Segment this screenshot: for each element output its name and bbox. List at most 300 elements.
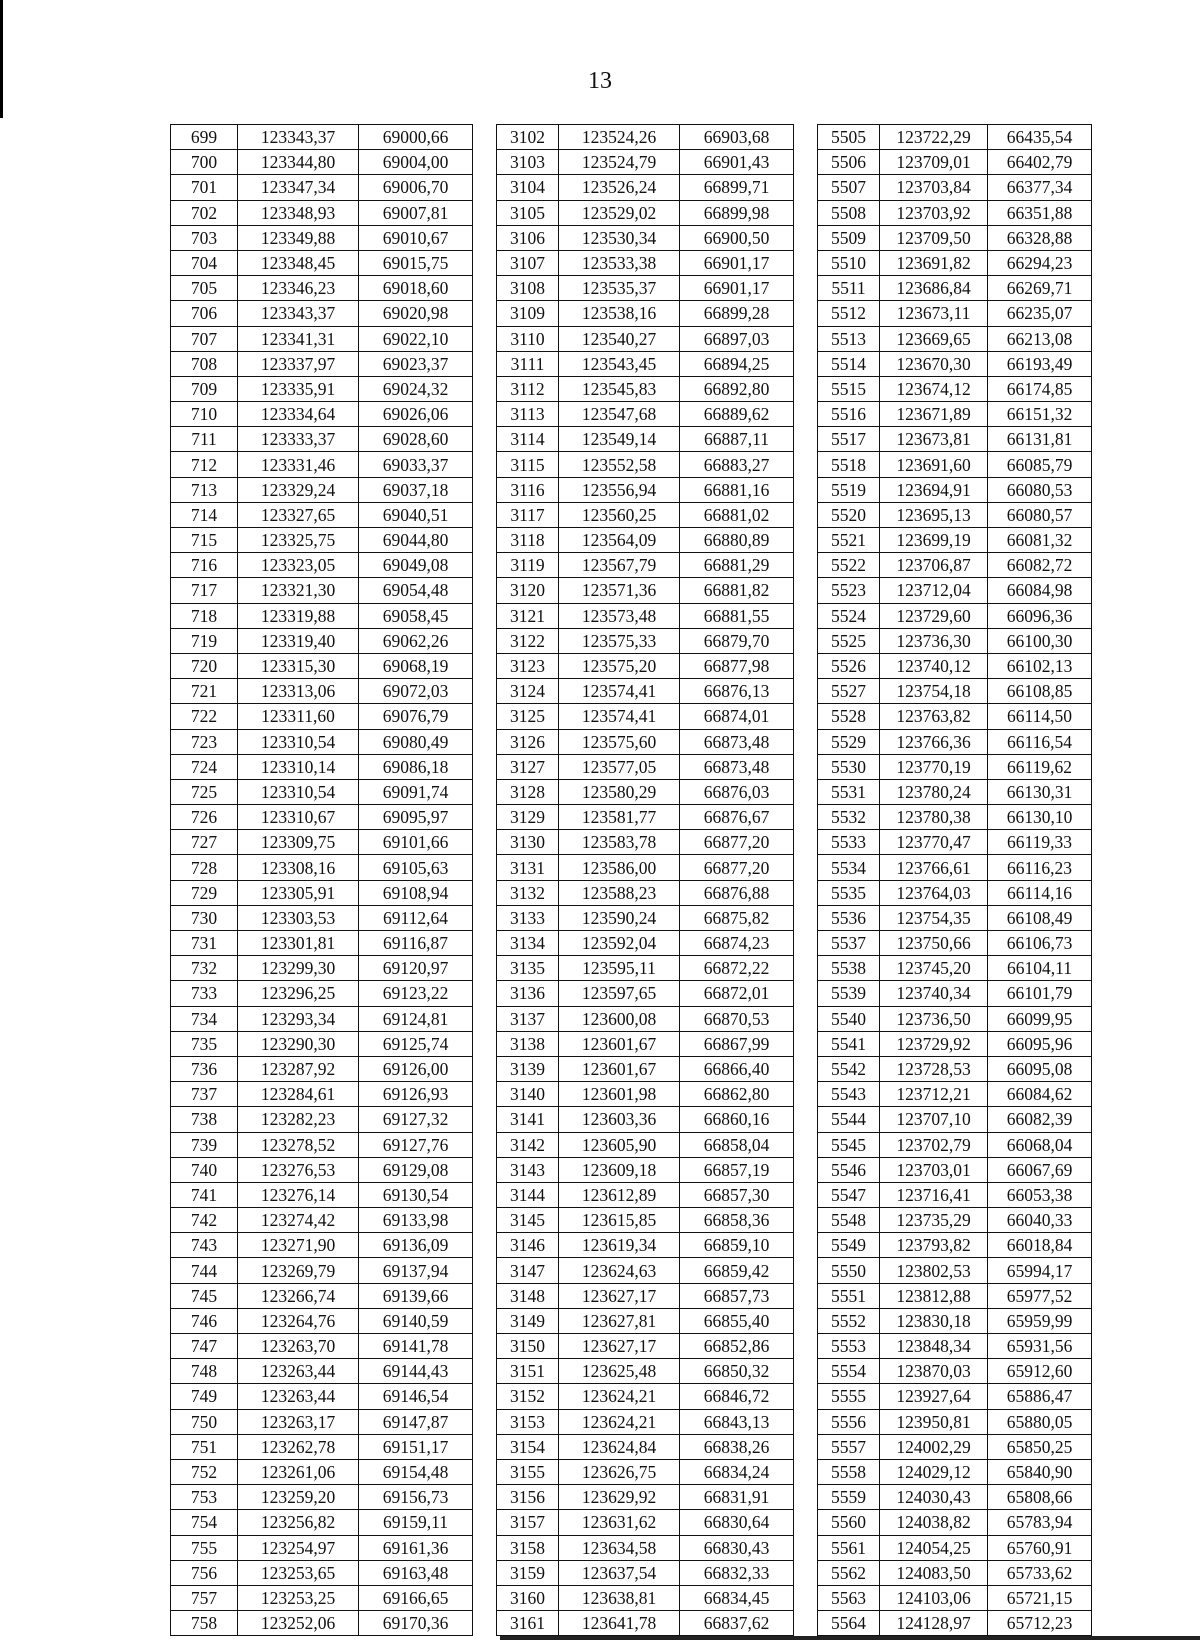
cell-group2-y-coordinate: 66876,88 — [680, 880, 794, 905]
cell-group2-point-number: 3142 — [497, 1132, 559, 1157]
cell-group1-y-coordinate: 69095,97 — [359, 805, 473, 830]
cell-group2-y-coordinate: 66846,72 — [680, 1384, 794, 1409]
cell-group2-point-number: 3130 — [497, 830, 559, 855]
cell-group1-x-coordinate: 123315,30 — [238, 653, 359, 678]
cell-group2-x-coordinate: 123580,29 — [559, 779, 680, 804]
cell-group3-y-coordinate: 66402,79 — [988, 150, 1092, 175]
cell-group1-point-number: 735 — [171, 1031, 238, 1056]
cell-group2-y-coordinate: 66859,42 — [680, 1258, 794, 1283]
cell-group2-x-coordinate: 123575,20 — [559, 653, 680, 678]
cell-group2-point-number: 3116 — [497, 477, 559, 502]
cell-group3-x-coordinate: 123729,60 — [880, 603, 988, 628]
cell-group2-point-number: 3157 — [497, 1510, 559, 1535]
cell-group3-point-number: 5543 — [818, 1082, 880, 1107]
column-group-gap — [473, 1510, 497, 1535]
cell-group3-point-number: 5552 — [818, 1308, 880, 1333]
cell-group1-y-coordinate: 69091,74 — [359, 779, 473, 804]
cell-group2-y-coordinate: 66831,91 — [680, 1485, 794, 1510]
cell-group3-x-coordinate: 123703,01 — [880, 1157, 988, 1182]
cell-group2-point-number: 3137 — [497, 1006, 559, 1031]
cell-group2-x-coordinate: 123538,16 — [559, 301, 680, 326]
column-group-gap — [794, 1157, 818, 1182]
cell-group1-y-coordinate: 69161,36 — [359, 1535, 473, 1560]
cell-group2-y-coordinate: 66830,43 — [680, 1535, 794, 1560]
cell-group1-point-number: 721 — [171, 679, 238, 704]
cell-group2-x-coordinate: 123629,92 — [559, 1485, 680, 1510]
cell-group2-x-coordinate: 123641,78 — [559, 1611, 680, 1636]
cell-group2-y-coordinate: 66903,68 — [680, 125, 794, 150]
column-group-gap — [473, 830, 497, 855]
cell-group2-x-coordinate: 123601,98 — [559, 1082, 680, 1107]
cell-group1-point-number: 729 — [171, 880, 238, 905]
table-row — [171, 1535, 1092, 1560]
cell-group3-x-coordinate: 124128,97 — [880, 1611, 988, 1636]
cell-group3-y-coordinate: 66114,16 — [988, 880, 1092, 905]
cell-group3-point-number: 5509 — [818, 225, 880, 250]
cell-group2-y-coordinate: 66858,36 — [680, 1208, 794, 1233]
cell-group1-x-coordinate: 123319,40 — [238, 628, 359, 653]
column-group-gap — [794, 1308, 818, 1333]
column-group-gap — [794, 225, 818, 250]
column-group-gap — [794, 628, 818, 653]
cell-group2-y-coordinate: 66881,02 — [680, 502, 794, 527]
table-row — [171, 1434, 1092, 1459]
cell-group2-x-coordinate: 123552,58 — [559, 452, 680, 477]
cell-group2-y-coordinate: 66870,53 — [680, 1006, 794, 1031]
column-group-gap — [794, 830, 818, 855]
cell-group3-y-coordinate: 66114,50 — [988, 704, 1092, 729]
cell-group3-point-number: 5507 — [818, 175, 880, 200]
column-group-gap — [794, 1258, 818, 1283]
column-group-gap — [473, 956, 497, 981]
cell-group1-point-number: 754 — [171, 1510, 238, 1535]
cell-group3-point-number: 5537 — [818, 931, 880, 956]
cell-group1-x-coordinate: 123347,34 — [238, 175, 359, 200]
cell-group3-y-coordinate: 66068,04 — [988, 1132, 1092, 1157]
cell-group1-point-number: 706 — [171, 301, 238, 326]
cell-group1-y-coordinate: 69156,73 — [359, 1485, 473, 1510]
table-row — [171, 502, 1092, 527]
cell-group1-x-coordinate: 123263,44 — [238, 1384, 359, 1409]
cell-group2-point-number: 3143 — [497, 1157, 559, 1182]
column-group-gap — [794, 125, 818, 150]
column-group-gap — [473, 729, 497, 754]
cell-group1-y-coordinate: 69130,54 — [359, 1182, 473, 1207]
cell-group1-point-number: 701 — [171, 175, 238, 200]
cell-group2-point-number: 3155 — [497, 1459, 559, 1484]
cell-group2-x-coordinate: 123601,67 — [559, 1031, 680, 1056]
cell-group3-y-coordinate: 65721,15 — [988, 1585, 1092, 1610]
column-group-gap — [473, 805, 497, 830]
cell-group1-x-coordinate: 123263,17 — [238, 1409, 359, 1434]
cell-group2-point-number: 3133 — [497, 905, 559, 930]
cell-group1-point-number: 745 — [171, 1283, 238, 1308]
cell-group2-y-coordinate: 66901,17 — [680, 250, 794, 275]
column-group-gap — [794, 956, 818, 981]
cell-group2-point-number: 3132 — [497, 880, 559, 905]
table-row — [171, 477, 1092, 502]
table-row — [171, 452, 1092, 477]
column-group-gap — [794, 855, 818, 880]
cell-group3-x-coordinate: 123673,11 — [880, 301, 988, 326]
cell-group2-point-number: 3149 — [497, 1308, 559, 1333]
cell-group2-x-coordinate: 123627,17 — [559, 1283, 680, 1308]
cell-group3-x-coordinate: 123735,29 — [880, 1208, 988, 1233]
cell-group3-y-coordinate: 66174,85 — [988, 376, 1092, 401]
table-row — [171, 1359, 1092, 1384]
cell-group2-x-coordinate: 123612,89 — [559, 1182, 680, 1207]
cell-group3-point-number: 5538 — [818, 956, 880, 981]
cell-group2-y-coordinate: 66859,10 — [680, 1233, 794, 1258]
cell-group1-point-number: 708 — [171, 351, 238, 376]
column-group-gap — [794, 1409, 818, 1434]
column-group-gap — [794, 150, 818, 175]
column-group-gap — [473, 1485, 497, 1510]
cell-group2-y-coordinate: 66901,43 — [680, 150, 794, 175]
cell-group3-x-coordinate: 123706,87 — [880, 553, 988, 578]
column-group-gap — [794, 1535, 818, 1560]
cell-group3-y-coordinate: 66116,54 — [988, 729, 1092, 754]
cell-group3-point-number: 5551 — [818, 1283, 880, 1308]
cell-group1-point-number: 752 — [171, 1459, 238, 1484]
cell-group1-point-number: 726 — [171, 805, 238, 830]
cell-group2-y-coordinate: 66850,32 — [680, 1359, 794, 1384]
column-group-gap — [794, 1082, 818, 1107]
cell-group3-point-number: 5535 — [818, 880, 880, 905]
column-group-gap — [794, 553, 818, 578]
column-group-gap — [794, 1434, 818, 1459]
cell-group2-point-number: 3108 — [497, 276, 559, 301]
cell-group1-point-number: 734 — [171, 1006, 238, 1031]
column-group-gap — [473, 981, 497, 1006]
column-group-gap — [473, 427, 497, 452]
cell-group2-point-number: 3114 — [497, 427, 559, 452]
cell-group2-y-coordinate: 66834,24 — [680, 1459, 794, 1484]
table-row — [171, 250, 1092, 275]
column-group-gap — [794, 1384, 818, 1409]
cell-group2-point-number: 3129 — [497, 805, 559, 830]
cell-group3-point-number: 5550 — [818, 1258, 880, 1283]
cell-group3-point-number: 5515 — [818, 376, 880, 401]
cell-group1-y-coordinate: 69120,97 — [359, 956, 473, 981]
cell-group2-point-number: 3141 — [497, 1107, 559, 1132]
cell-group2-point-number: 3134 — [497, 931, 559, 956]
cell-group1-x-coordinate: 123310,14 — [238, 754, 359, 779]
cell-group2-x-coordinate: 123574,41 — [559, 704, 680, 729]
cell-group2-y-coordinate: 66880,89 — [680, 528, 794, 553]
column-group-gap — [794, 1560, 818, 1585]
cell-group1-x-coordinate: 123274,42 — [238, 1208, 359, 1233]
cell-group3-point-number: 5559 — [818, 1485, 880, 1510]
cell-group3-point-number: 5562 — [818, 1560, 880, 1585]
cell-group3-x-coordinate: 123780,38 — [880, 805, 988, 830]
cell-group3-x-coordinate: 123694,91 — [880, 477, 988, 502]
scan-edge-mark — [0, 0, 3, 118]
table-row — [171, 1082, 1092, 1107]
cell-group3-point-number: 5522 — [818, 553, 880, 578]
cell-group1-x-coordinate: 123310,54 — [238, 779, 359, 804]
cell-group1-point-number: 725 — [171, 779, 238, 804]
cell-group3-y-coordinate: 66102,13 — [988, 653, 1092, 678]
cell-group1-y-coordinate: 69141,78 — [359, 1334, 473, 1359]
cell-group1-point-number: 713 — [171, 477, 238, 502]
cell-group2-point-number: 3136 — [497, 981, 559, 1006]
cell-group2-x-coordinate: 123567,79 — [559, 553, 680, 578]
cell-group1-point-number: 722 — [171, 704, 238, 729]
cell-group3-x-coordinate: 123770,19 — [880, 754, 988, 779]
cell-group3-point-number: 5544 — [818, 1107, 880, 1132]
column-group-gap — [794, 603, 818, 628]
cell-group2-point-number: 3127 — [497, 754, 559, 779]
cell-group2-x-coordinate: 123588,23 — [559, 880, 680, 905]
cell-group3-point-number: 5547 — [818, 1182, 880, 1207]
cell-group3-y-coordinate: 66053,38 — [988, 1182, 1092, 1207]
table-row — [171, 1031, 1092, 1056]
cell-group3-y-coordinate: 66213,08 — [988, 326, 1092, 351]
cell-group1-x-coordinate: 123308,16 — [238, 855, 359, 880]
cell-group1-point-number: 733 — [171, 981, 238, 1006]
column-group-gap — [794, 754, 818, 779]
column-group-gap — [794, 981, 818, 1006]
cell-group1-x-coordinate: 123290,30 — [238, 1031, 359, 1056]
cell-group2-x-coordinate: 123624,21 — [559, 1409, 680, 1434]
table-body — [171, 125, 1092, 1636]
table-row — [171, 301, 1092, 326]
cell-group3-x-coordinate: 123763,82 — [880, 704, 988, 729]
cell-group2-point-number: 3118 — [497, 528, 559, 553]
table-row — [171, 653, 1092, 678]
column-group-gap — [794, 1283, 818, 1308]
cell-group2-point-number: 3138 — [497, 1031, 559, 1056]
cell-group2-x-coordinate: 123524,79 — [559, 150, 680, 175]
cell-group1-y-coordinate: 69000,66 — [359, 125, 473, 150]
cell-group1-y-coordinate: 69146,54 — [359, 1384, 473, 1409]
cell-group2-y-coordinate: 66876,03 — [680, 779, 794, 804]
cell-group3-point-number: 5530 — [818, 754, 880, 779]
table-row — [171, 628, 1092, 653]
cell-group3-x-coordinate: 124054,25 — [880, 1535, 988, 1560]
cell-group2-point-number: 3159 — [497, 1560, 559, 1585]
cell-group1-point-number: 740 — [171, 1157, 238, 1182]
cell-group1-y-coordinate: 69170,36 — [359, 1611, 473, 1636]
cell-group3-y-coordinate: 65783,94 — [988, 1510, 1092, 1535]
cell-group2-y-coordinate: 66897,03 — [680, 326, 794, 351]
cell-group2-y-coordinate: 66889,62 — [680, 402, 794, 427]
cell-group3-point-number: 5546 — [818, 1157, 880, 1182]
cell-group2-x-coordinate: 123624,84 — [559, 1434, 680, 1459]
cell-group1-y-coordinate: 69126,93 — [359, 1082, 473, 1107]
cell-group3-point-number: 5526 — [818, 653, 880, 678]
cell-group3-x-coordinate: 123702,79 — [880, 1132, 988, 1157]
cell-group3-y-coordinate: 66108,85 — [988, 679, 1092, 704]
cell-group2-y-coordinate: 66894,25 — [680, 351, 794, 376]
column-group-gap — [794, 326, 818, 351]
cell-group3-x-coordinate: 123766,61 — [880, 855, 988, 880]
column-group-gap — [473, 1560, 497, 1585]
cell-group3-point-number: 5564 — [818, 1611, 880, 1636]
cell-group2-x-coordinate: 123583,78 — [559, 830, 680, 855]
column-group-gap — [473, 175, 497, 200]
cell-group1-y-coordinate: 69105,63 — [359, 855, 473, 880]
column-group-gap — [473, 502, 497, 527]
cell-group3-point-number: 5536 — [818, 905, 880, 930]
column-group-gap — [473, 225, 497, 250]
cell-group3-x-coordinate: 123736,50 — [880, 1006, 988, 1031]
cell-group3-point-number: 5517 — [818, 427, 880, 452]
cell-group2-x-coordinate: 123571,36 — [559, 578, 680, 603]
cell-group1-x-coordinate: 123337,97 — [238, 351, 359, 376]
cell-group1-y-coordinate: 69133,98 — [359, 1208, 473, 1233]
cell-group3-y-coordinate: 66328,88 — [988, 225, 1092, 250]
cell-group1-y-coordinate: 69123,22 — [359, 981, 473, 1006]
table-row — [171, 1056, 1092, 1081]
cell-group3-y-coordinate: 66040,33 — [988, 1208, 1092, 1233]
cell-group1-point-number: 720 — [171, 653, 238, 678]
cell-group1-y-coordinate: 69010,67 — [359, 225, 473, 250]
cell-group3-y-coordinate: 65840,90 — [988, 1459, 1092, 1484]
cell-group1-x-coordinate: 123349,88 — [238, 225, 359, 250]
column-group-gap — [473, 1157, 497, 1182]
cell-group1-y-coordinate: 69125,74 — [359, 1031, 473, 1056]
cell-group3-x-coordinate: 124030,43 — [880, 1485, 988, 1510]
cell-group1-y-coordinate: 69033,37 — [359, 452, 473, 477]
cell-group3-point-number: 5557 — [818, 1434, 880, 1459]
cell-group2-point-number: 3152 — [497, 1384, 559, 1409]
table-row — [171, 981, 1092, 1006]
column-group-gap — [473, 1535, 497, 1560]
cell-group1-x-coordinate: 123323,05 — [238, 553, 359, 578]
cell-group2-x-coordinate: 123524,26 — [559, 125, 680, 150]
cell-group2-point-number: 3122 — [497, 628, 559, 653]
cell-group1-point-number: 715 — [171, 528, 238, 553]
cell-group3-y-coordinate: 66377,34 — [988, 175, 1092, 200]
column-group-gap — [473, 628, 497, 653]
cell-group3-x-coordinate: 123754,18 — [880, 679, 988, 704]
column-group-gap — [473, 931, 497, 956]
column-group-gap — [473, 326, 497, 351]
table-row — [171, 603, 1092, 628]
cell-group1-point-number: 702 — [171, 200, 238, 225]
cell-group3-y-coordinate: 65994,17 — [988, 1258, 1092, 1283]
cell-group2-x-coordinate: 123574,41 — [559, 679, 680, 704]
cell-group2-point-number: 3146 — [497, 1233, 559, 1258]
cell-group3-point-number: 5520 — [818, 502, 880, 527]
column-group-gap — [794, 1182, 818, 1207]
column-group-gap — [794, 427, 818, 452]
column-group-gap — [473, 1258, 497, 1283]
cell-group1-y-coordinate: 69049,08 — [359, 553, 473, 578]
cell-group3-y-coordinate: 66082,72 — [988, 553, 1092, 578]
column-group-gap — [473, 276, 497, 301]
table-row — [171, 855, 1092, 880]
cell-group1-y-coordinate: 69040,51 — [359, 502, 473, 527]
cell-group3-y-coordinate: 66106,73 — [988, 931, 1092, 956]
cell-group3-point-number: 5513 — [818, 326, 880, 351]
column-group-gap — [794, 502, 818, 527]
cell-group3-point-number: 5518 — [818, 452, 880, 477]
column-group-gap — [473, 1409, 497, 1434]
cell-group3-point-number: 5524 — [818, 603, 880, 628]
cell-group2-x-coordinate: 123547,68 — [559, 402, 680, 427]
cell-group1-y-coordinate: 69124,81 — [359, 1006, 473, 1031]
cell-group1-point-number: 738 — [171, 1107, 238, 1132]
cell-group2-x-coordinate: 123637,54 — [559, 1560, 680, 1585]
column-group-gap — [794, 477, 818, 502]
cell-group3-y-coordinate: 66096,36 — [988, 603, 1092, 628]
cell-group3-y-coordinate: 66119,33 — [988, 830, 1092, 855]
column-group-gap — [794, 729, 818, 754]
column-group-gap — [473, 578, 497, 603]
cell-group1-x-coordinate: 123335,91 — [238, 376, 359, 401]
column-group-gap — [794, 880, 818, 905]
cell-group2-x-coordinate: 123600,08 — [559, 1006, 680, 1031]
cell-group1-x-coordinate: 123284,61 — [238, 1082, 359, 1107]
column-group-gap — [794, 1485, 818, 1510]
cell-group1-point-number: 751 — [171, 1434, 238, 1459]
cell-group2-x-coordinate: 123625,48 — [559, 1359, 680, 1384]
cell-group1-y-coordinate: 69137,94 — [359, 1258, 473, 1283]
cell-group2-y-coordinate: 66837,62 — [680, 1611, 794, 1636]
cell-group1-y-coordinate: 69023,37 — [359, 351, 473, 376]
cell-group2-x-coordinate: 123575,60 — [559, 729, 680, 754]
cell-group3-y-coordinate: 66269,71 — [988, 276, 1092, 301]
cell-group3-y-coordinate: 66235,07 — [988, 301, 1092, 326]
cell-group2-point-number: 3154 — [497, 1434, 559, 1459]
column-group-gap — [794, 578, 818, 603]
column-group-gap — [794, 1510, 818, 1535]
column-group-gap — [794, 351, 818, 376]
cell-group1-y-coordinate: 69154,48 — [359, 1459, 473, 1484]
cell-group2-point-number: 3160 — [497, 1585, 559, 1610]
cell-group3-point-number: 5519 — [818, 477, 880, 502]
table-row — [171, 805, 1092, 830]
cell-group3-x-coordinate: 123802,53 — [880, 1258, 988, 1283]
column-group-gap — [794, 1006, 818, 1031]
cell-group2-point-number: 3104 — [497, 175, 559, 200]
column-group-gap — [794, 1132, 818, 1157]
cell-group2-point-number: 3135 — [497, 956, 559, 981]
cell-group1-point-number: 743 — [171, 1233, 238, 1258]
cell-group2-point-number: 3115 — [497, 452, 559, 477]
cell-group2-y-coordinate: 66875,82 — [680, 905, 794, 930]
cell-group2-x-coordinate: 123526,24 — [559, 175, 680, 200]
cell-group3-y-coordinate: 65886,47 — [988, 1384, 1092, 1409]
cell-group3-point-number: 5558 — [818, 1459, 880, 1484]
cell-group1-y-coordinate: 69136,09 — [359, 1233, 473, 1258]
table-row — [171, 1233, 1092, 1258]
cell-group2-y-coordinate: 66867,99 — [680, 1031, 794, 1056]
cell-group1-y-coordinate: 69024,32 — [359, 376, 473, 401]
cell-group1-x-coordinate: 123309,75 — [238, 830, 359, 855]
cell-group3-point-number: 5521 — [818, 528, 880, 553]
cell-group2-point-number: 3121 — [497, 603, 559, 628]
cell-group1-point-number: 711 — [171, 427, 238, 452]
column-group-gap — [794, 805, 818, 830]
table-row — [171, 326, 1092, 351]
cell-group2-x-coordinate: 123529,02 — [559, 200, 680, 225]
cell-group1-x-coordinate: 123310,54 — [238, 729, 359, 754]
cell-group1-x-coordinate: 123264,76 — [238, 1308, 359, 1333]
cell-group3-x-coordinate: 123740,34 — [880, 981, 988, 1006]
cell-group1-point-number: 756 — [171, 1560, 238, 1585]
coordinates-table-wrapper — [170, 124, 1092, 1636]
cell-group2-point-number: 3110 — [497, 326, 559, 351]
cell-group2-x-coordinate: 123597,65 — [559, 981, 680, 1006]
cell-group3-x-coordinate: 123671,89 — [880, 402, 988, 427]
cell-group3-point-number: 5560 — [818, 1510, 880, 1535]
cell-group1-point-number: 731 — [171, 931, 238, 956]
cell-group3-x-coordinate: 124083,50 — [880, 1560, 988, 1585]
